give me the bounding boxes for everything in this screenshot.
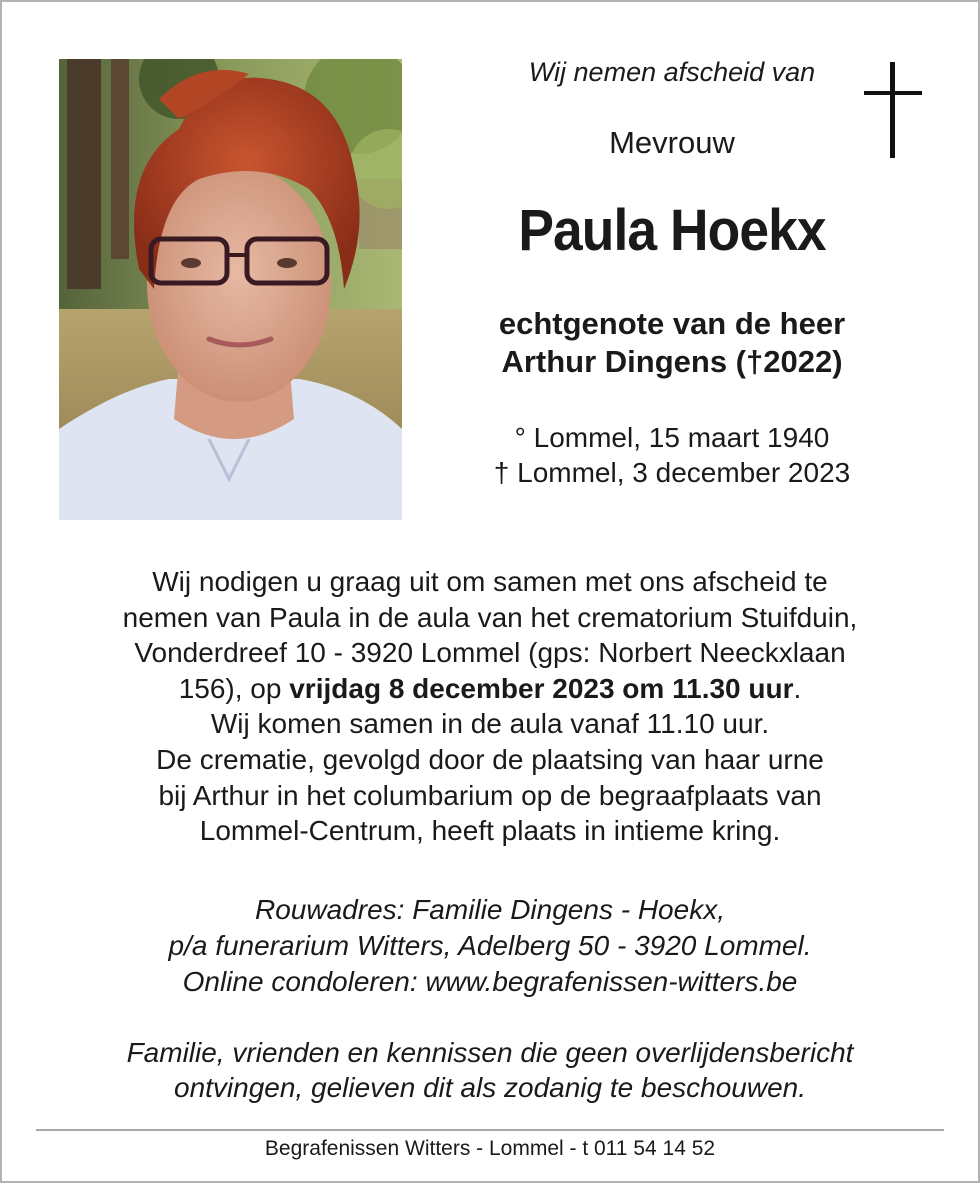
footer-contact: Begrafenissen Witters - Lommel - t 011 54 14 52 <box>264 1137 716 1160</box>
invitation-line: bij Arthur in het columbarium op de begraafplaats van <box>158 779 822 811</box>
mourning-address <box>40 892 940 1000</box>
honorific-title: Mevrouw <box>609 125 735 160</box>
spouse-line-2: Arthur Dingens (†2022) <box>501 344 843 379</box>
invitation-line: Wij nodigen u graag uit om samen met ons afscheid te <box>152 566 828 597</box>
spouse-line-1: echtgenote van de heer <box>498 306 846 341</box>
invitation-line: Wij komen samen in de aula vanaf 11.10 uur. <box>210 708 770 740</box>
invitation-suffix: . <box>793 672 802 704</box>
invitation-prefix: 156), op <box>178 672 290 704</box>
invitation-line: nemen van Paula in de aula van het crematorium Stuifduin, <box>122 601 858 633</box>
notice-line: ontvingen, gelieven dit als zodanig te beschouwen. <box>174 1072 806 1103</box>
intro-text: Wij nemen afscheid van <box>528 57 816 87</box>
invitation-line: Vonderdreef 10 - 3920 Lommel (gps: Norbert Neeckxlaan <box>134 637 846 669</box>
death-date: † Lommel, 3 december 2023 <box>493 457 851 488</box>
life-dates <box>440 420 904 490</box>
address-line: p/a funerarium Witters, Adelberg 50 - 3920 Lommel. <box>168 930 812 961</box>
ceremony-datetime: vrijdag 8 december 2023 om 11.30 uur <box>289 672 794 704</box>
birth-date: ° Lommel, 15 maart 1940 <box>514 422 830 453</box>
spouse-info <box>440 305 904 381</box>
invitation-line: De crematie, gevolgd door de plaatsing van haar urne <box>156 743 824 775</box>
portrait-photo <box>59 59 402 520</box>
notice-text <box>40 1035 940 1105</box>
footer-divider <box>36 1129 944 1131</box>
invitation-text <box>40 564 940 849</box>
address-line: Rouwadres: Familie Dingens - Hoekx, <box>255 894 725 925</box>
invitation-line: Lommel-Centrum, heeft plaats in intieme kring. <box>199 815 781 847</box>
invitation-line <box>40 671 940 707</box>
notice-line: Familie, vrienden en kennissen die geen overlijdensbericht <box>126 1037 854 1068</box>
deceased-name: Paula Hoekx <box>518 198 826 263</box>
condolence-link[interactable]: Online condoleren: www.begrafenissen-witters.be <box>182 966 798 997</box>
